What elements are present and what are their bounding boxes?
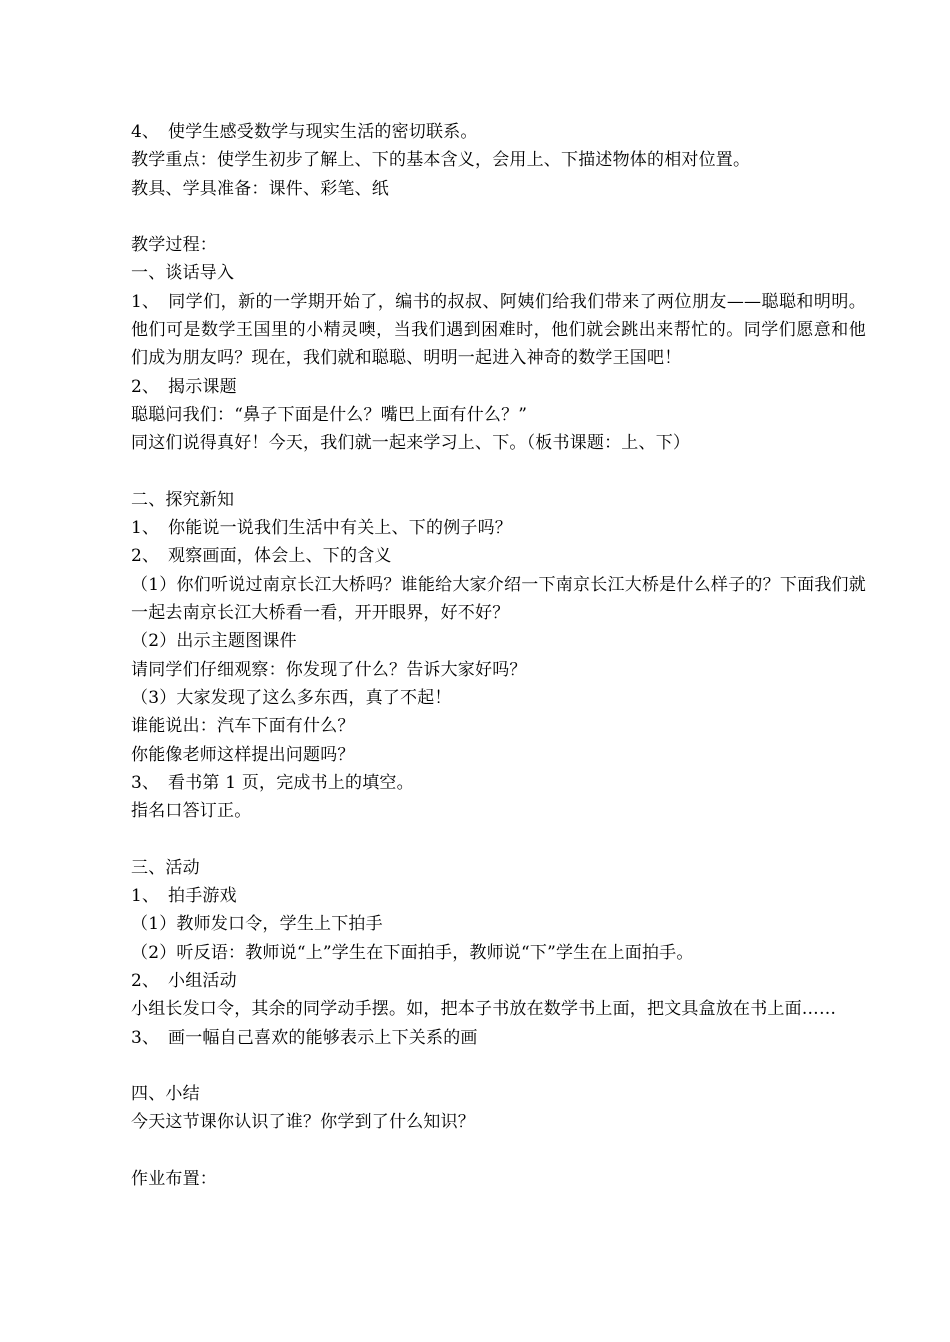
document-body xyxy=(131,118,866,1193)
blank-line xyxy=(131,1137,866,1165)
section3-sub-1: （1）教师发口令，学生上下拍手 xyxy=(131,914,383,935)
section2-item-2 xyxy=(131,542,866,570)
section2-sub-2: （2）出示主题图课件 xyxy=(131,631,297,652)
paragraph: 谁能说出：汽车下面有什么？ xyxy=(131,716,355,737)
section2-item-1 xyxy=(131,514,866,542)
blank-line xyxy=(131,825,866,853)
paragraph: 聪聪问我们：“鼻子下面是什么？嘴巴上面有什么？” xyxy=(131,404,528,425)
objective-item-4 xyxy=(131,118,866,146)
materials: 教具、学具准备：课件、彩笔、纸 xyxy=(131,178,389,199)
section1-item-2 xyxy=(131,373,866,401)
blank-line xyxy=(131,203,866,231)
paragraph: 同这们说得真好！今天，我们就一起来学习上、下。（板书课题：上、下） xyxy=(131,433,691,454)
section2-sub-3: （3）大家发现了这么多东西，真了不起！ xyxy=(131,687,452,708)
section2-item-3 xyxy=(131,769,866,797)
list-text: 你能说一说我们生活中有关上、下的例子吗？ xyxy=(168,518,512,539)
section3-heading: 三、活动 xyxy=(131,857,200,878)
process-heading: 教学过程： xyxy=(131,235,217,256)
list-text: 观察画面，体会上、下的含义 xyxy=(168,546,392,567)
list-number: 3、 xyxy=(131,1027,160,1048)
list-text: 小组活动 xyxy=(168,970,237,991)
blank-line xyxy=(131,1052,866,1080)
section1-heading: 一、谈话导入 xyxy=(131,263,235,284)
section2-heading: 二、探究新知 xyxy=(131,489,235,510)
section3-item-2 xyxy=(131,967,866,995)
list-number: 1、 xyxy=(131,886,160,907)
paragraph: 你能像老师这样提出问题吗？ xyxy=(131,744,355,765)
list-text: 画一幅自己喜欢的能够表示上下关系的画 xyxy=(168,1027,478,1048)
section3-sub-2: （2）听反语：教师说“上”学生在下面拍手，教师说“下”学生在上面拍手。 xyxy=(131,942,694,963)
section3-item-1 xyxy=(131,882,866,910)
homework-heading: 作业布置： xyxy=(131,1168,217,1189)
section3-item-3 xyxy=(131,1024,866,1052)
list-text: 使学生感受数学与现实生活的密切联系。 xyxy=(168,122,478,142)
list-text: 看书第 1 页，完成书上的填空。 xyxy=(168,772,414,793)
section1-item-1 xyxy=(131,288,866,373)
blank-line xyxy=(131,458,866,486)
list-number: 2、 xyxy=(131,376,160,397)
list-text: 同学们，新的一学期开始了，编书的叔叔、阿姨们给我们带来了两位朋友——聪聪和明明。他们可是数学王国里的小精灵噢，当我们遇到困难时，他们就会跳出来帮忙的。同学们愿意和他们成为朋友吗？现在，我们就和聪聪、明明一起进入神奇的数学王国吧！ xyxy=(131,291,866,369)
section4-heading: 四、小结 xyxy=(131,1084,200,1105)
section2-sub-1: （1）你们听说过南京长江大桥吗？谁能给大家介绍一下南京长江大桥是什么样子的？下面我们就一起去南京长江大桥看一看，开开眼界，好不好？ xyxy=(131,574,866,624)
list-number: 1、 xyxy=(131,291,160,312)
list-number: 2、 xyxy=(131,970,160,991)
list-number: 4、 xyxy=(131,122,160,142)
key-points: 教学重点：使学生初步了解上、下的基本含义，会用上、下描述物体的相对位置。 xyxy=(131,150,751,171)
summary-text: 今天这节课你认识了谁？你学到了什么知识？ xyxy=(131,1112,475,1133)
group-activity-text: 小组长发口令，其余的同学动手摆。如，把本子书放在数学书上面，把文具盒放在书上面…… xyxy=(131,999,837,1020)
list-number: 1、 xyxy=(131,518,160,539)
list-number: 2、 xyxy=(131,546,160,567)
list-text: 揭示课题 xyxy=(168,376,237,397)
list-text: 拍手游戏 xyxy=(168,886,237,907)
paragraph: 请同学们仔细观察：你发现了什么？告诉大家好吗？ xyxy=(131,659,527,680)
list-number: 3、 xyxy=(131,772,160,793)
paragraph: 指名口答订正。 xyxy=(131,801,252,822)
